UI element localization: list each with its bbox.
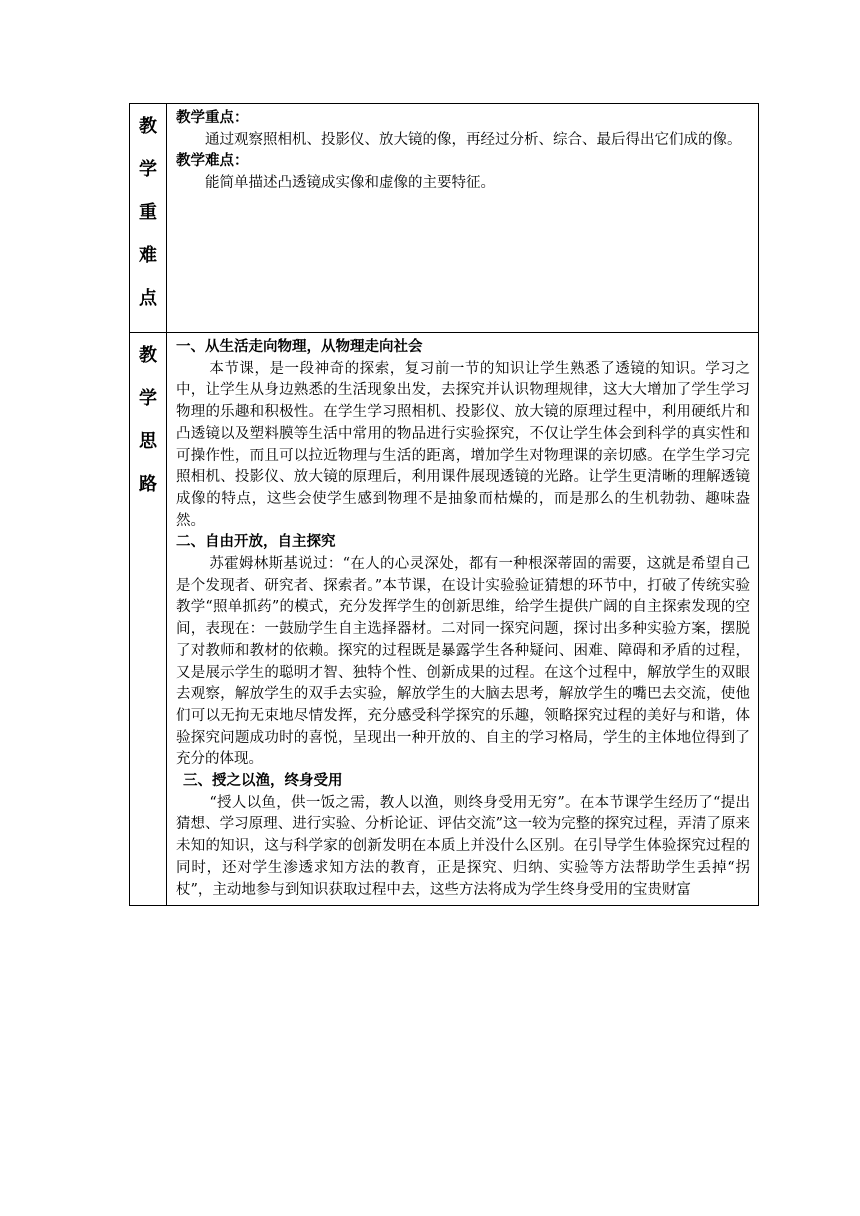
label-char: 思 [139,431,157,452]
label-char: 教 [139,345,157,366]
lesson-plan-table [129,103,759,906]
label-char: 难 [139,245,157,266]
section-3-heading: 三、授之以渔，终身受用 [183,773,343,790]
section-2-heading: 二、自由开放，自主探究 [176,534,336,551]
label-char: 路 [139,474,157,495]
section-2-text: 苏霍姆林斯基说过：“在人的心灵深处，都有一种根深蒂固的需要，这就是希望自己是个发现者、研究者、探索者。”本节课，在设计实验验证猜想的环节中，打破了传统实验教学“照单抓药”的模式，充分发挥学生的创新思维，给学生提供广阔的自主探索发现的空间，表现在：一鼓励学生自主选择器材。二对同一探究问题，探讨出多种实验方案，摆脱了对教师和教材的依赖。探究的过程既是暴露学生各种疑问、困难、障碍和矛盾的过程，又是展示学生的聪明才智、独特个性、创新成果的过程。在这个过程中，解放学生的双眼去观察，解放学生的双手去实验，解放学生的大脑去思考，解放学生的嘴巴去交流，使他们可以无拘无束地尽情发挥，充分感受科学探究的乐趣，领略探究过程的美好与和谐，体验探究问题成功时的喜悦，呈现出一种开放的、自主的学习格局，学生的主体地位得到了充分的体现。 [176,556,750,768]
teaching-approach-row [130,333,759,906]
label-char: 学 [139,159,157,180]
section-1-heading: 一、从生活走向物理，从物理走向社会 [176,339,423,355]
label-char: 点 [139,288,157,309]
teaching-approach-content [167,333,759,906]
key-difficult-points-row [130,104,759,333]
label-char: 教 [139,116,157,137]
teaching-approach-label [130,333,167,906]
section-1-text: 本节课，是一段神奇的探索，复习前一节的知识让学生熟悉了透镜的知识。学习之中，让学生从身边熟悉的生活现象出发，去探究并认识物理规律，这大大增加了学生学习物理的乐趣和积极性。在学生学习照相机、投影仪、放大镜的原理过程中，利用硬纸片和凸透镜以及塑料膜等生活中常用的物品进行实验探究，不仅让学生体会到科学的真实性和可操作性，而且可以拉近物理与生活的距离，增加学生对物理课的亲切感。在学生学习完照相机、投影仪、放大镜的原理后，利用课件展现透镜的光路。让学生更清晰的理解透镜成像的特点，这些会使学生感到物理不是抽象而枯燥的，而是那么的生机勃勃、趣味盎然。 [176,360,750,529]
teaching-difficulty-text: 能简单描述凸透镜成实像和虚像的主要特征。 [205,175,495,192]
section-3-text: “授人以鱼，供一饭之需，教人以渔，则终身受用无穷”。在本节课学生经历了“提出猜想、学习原理、进行实验、分析论证、评估交流”这一较为完整的探究过程，弄清了原来未知的知识，这与科学家的创新发明在本质上并没什么区别。在引导学生体验探究过程的同时，还对学生渗透求知方法的教育，正是探究、归纳、实验等方法帮助学生丢掉“拐杖”，主动地参与到知识获取过程中去，这些方法将成为学生终身受用的宝贵财富 [176,794,750,898]
teaching-focus-heading: 教学重点： [176,110,249,126]
teaching-focus-text: 通过观察照相机、投影仪、放大镜的像，再经过分析、综合、最后得出它们成的像。 [205,131,742,148]
key-difficult-points-label [130,104,167,333]
label-char: 重 [139,202,157,223]
teaching-difficulty-heading: 教学难点： [176,153,249,170]
key-difficult-points-content [167,104,759,333]
label-char: 学 [139,388,157,409]
